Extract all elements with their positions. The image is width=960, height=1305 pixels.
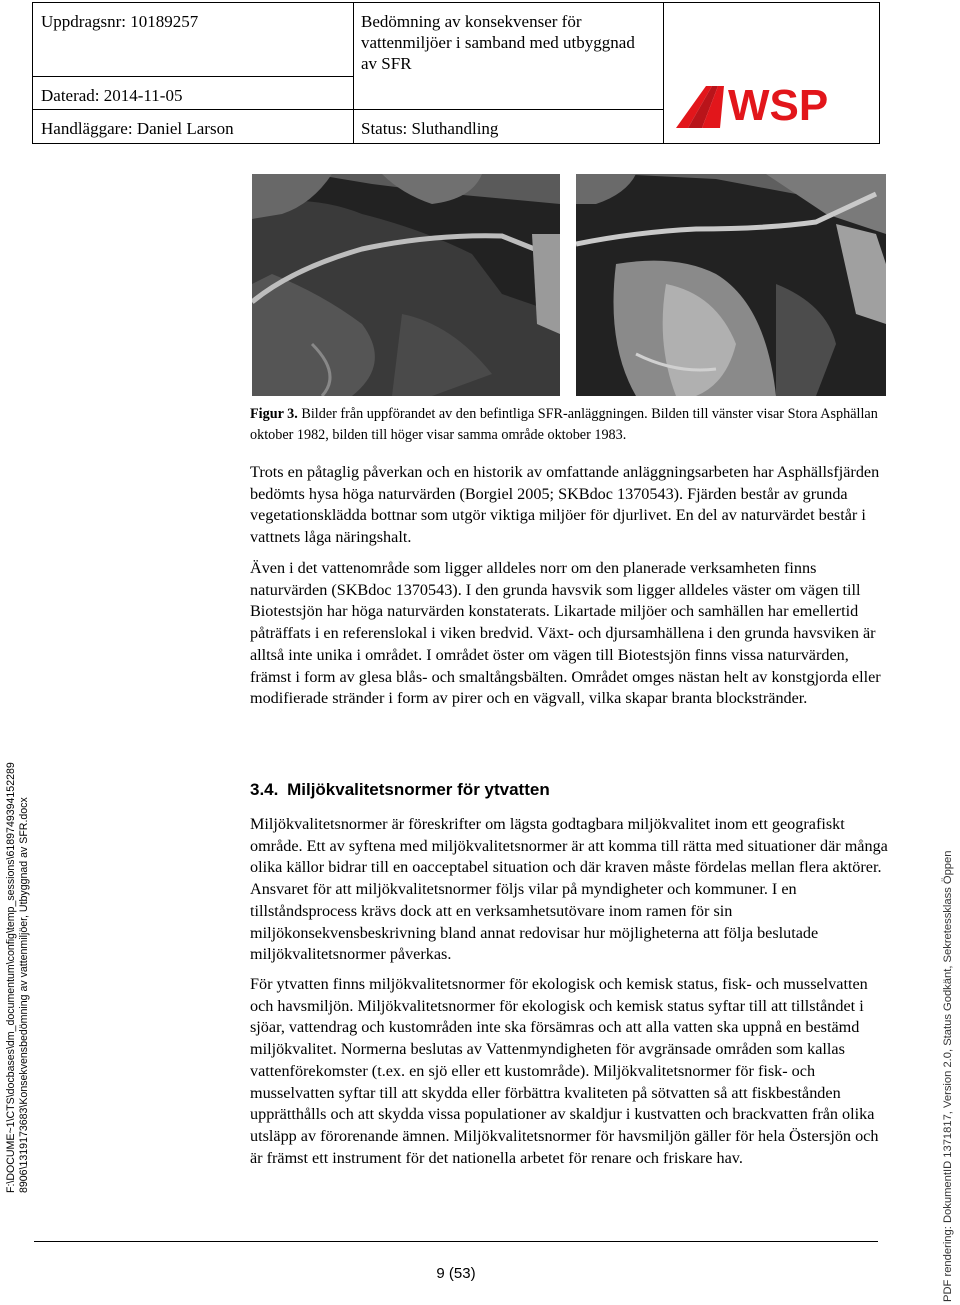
- header-divider: [33, 109, 663, 110]
- file-path-line: 8906\1319173683\Konsekvensbedömning av vattenmiljöer, Utbyggnad av SFR.docx: [18, 797, 30, 1193]
- handler: Handläggare: Daniel Larson: [41, 119, 234, 138]
- caption-text: Bilder från uppförandet av den befintliga SFR-anläggningen. Bilden till vänster visar Stora Asphällan oktober 1982, bilden till höger visar samma område oktober 1983.: [250, 406, 878, 443]
- figure-photos: [252, 174, 886, 396]
- page-number: 9 (53): [436, 1265, 476, 1282]
- aerial-photo-1983: [576, 174, 886, 396]
- document-title: Bedömning av konsekvenser för vattenmiljöer i samband med utbyggnad av SFR: [361, 12, 635, 73]
- section-number: 3.4.: [250, 780, 279, 799]
- section-paragraph: Miljökvalitetsnormer är föreskrifter om lägsta godtagbara miljökvalitet inom ett geografiskt område. Ett av syftena med miljökvalitetsnormer är att komma till rätta med situationer där många olika källor bidrar till en oacceptabel situation och där kraven måste fördelas mellan flera aktörer. Ansvaret för att miljökvalitetsnormer följs vilar på myndigheter och kommuner. I en tillståndsprocess krävs dock att en verksamhetsutövare inom ramen för sin miljökonsekvensbeskrivning bland annat redovisar hur möjligheterna att följa beslutade miljökvalitetsnormer påverkas.: [250, 815, 888, 964]
- aerial-photo-1982: [252, 174, 560, 396]
- section-heading: [250, 780, 550, 800]
- assignment-number: Uppdragsnr: 10189257: [41, 12, 199, 31]
- header-divider: [33, 76, 353, 77]
- logo-text: WSP: [728, 81, 829, 130]
- pdf-rendering-note: PDF rendering: DokumentID 1371817, Version 2.0, Status Godkänt, Sekretessklass Öppen: [942, 850, 954, 1302]
- figure-caption: [250, 404, 880, 446]
- header-divider: [663, 3, 664, 143]
- footer-rule: [34, 1241, 878, 1242]
- body-paragraph: Trots en påtaglig påverkan och en historik av omfattande anläggningsarbeten har Asphällsfjärden bedömts hysa höga naturvärden (Borgiel 2005; SKBdoc 1370543). Fjärden består av grunda vegetationsklädda bottnar som utgör viktiga miljöer för djurlivet. En del av naturvärdet består i vattnets låga näringshalt.: [250, 463, 880, 547]
- date: Daterad: 2014-11-05: [41, 86, 183, 105]
- body-paragraph: Även i det vattenområde som ligger alldeles norr om den planerade verksamheten finns naturvärden (SKBdoc 1370543). I den grunda havsvik som ligger alldeles väster om vägen till Biotestsjön har höga naturvärden konstaterats. Likartade miljöer och samhällen har emellertid påträffats i en referenslokal i viken bredvid. Växt- och djursamhällena i den grunda havsviken är alltså inte unika i området. I området öster om vägen till Biotestsjön finns vissa naturvärden, främst i form av glesa blås- och smaltångsbälten. Området omges nästan helt av konstgjorda eller modifierade stränder i form av pirer och en vägvall, vilka skapar branta blockstränder.: [250, 559, 881, 708]
- header-divider: [353, 3, 354, 143]
- section-title: Miljökvalitetsnormer för ytvatten: [287, 780, 550, 799]
- file-path-line: F:\DOCUME~1\CTS\docbases\dm_documentum\config\temp_sessions\6189749394152289: [5, 762, 17, 1193]
- section-paragraph: För ytvatten finns miljökvalitetsnormer för ekologisk och kemisk status, fisk- och musselvatten och havsmiljön. Miljökvalitetsnormer för ekologisk och kemisk status syftar till att tillståndet i sjöar, vattendrag och kustområden inte ska försämras och att alla vatten ska uppnå en bestämd miljökvalitet. Normerna beslutas av Vattenmyndigheten för avgränsade områden som kallas vattenförekomster (t.ex. en sjö eller ett kustområde). Miljökvalitetsnormer för fisk- och musselvatten syftar till att skydda eller förbättra kvaliteten på sötvatten så att fiskbestånden upprätthålls och att skydda vissa populationer av skaldjur i kustvatten och brackvatten från olika utsläpp av förorenande ämnen. Miljökvalitetsnormer för havsmiljön gäller för hela Östersjön och är främst ett instrument för det nationella arbetet för renare och friskare hav.: [250, 975, 879, 1167]
- wsp-logo: [672, 76, 872, 136]
- file-path-sidebar: [5, 762, 31, 1193]
- caption-label: Figur 3.: [250, 406, 298, 422]
- status: Status: Sluthandling: [361, 119, 499, 138]
